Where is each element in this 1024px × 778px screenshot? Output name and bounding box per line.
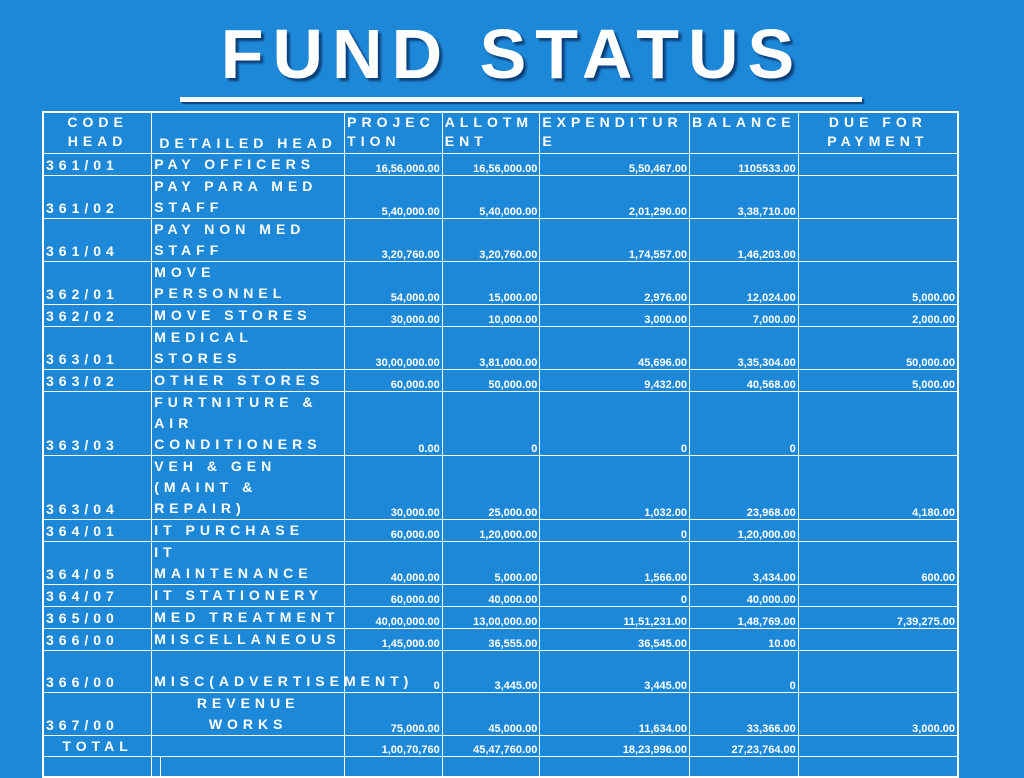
balance-cell: 0 <box>690 392 799 456</box>
code-head-cell: 362/02 <box>43 305 152 327</box>
table-row <box>43 607 958 629</box>
detailed-head-cell: IT MAINTENANCE <box>152 542 345 585</box>
total-due <box>798 736 958 757</box>
code-head-cell: 361/02 <box>43 176 152 219</box>
projection-cell: 60,000.00 <box>345 585 443 607</box>
detailed-head-cell: VEH & GEN (MAINT & REPAIR) <box>152 456 345 520</box>
due-for-payment-cell: 2,000.00 <box>798 305 958 327</box>
allotment-cell: 3,445.00 <box>442 651 540 693</box>
header-balance: BALANCE <box>690 112 799 154</box>
detailed-head-cell: MOVE STORES <box>152 305 345 327</box>
balance-cell: 1,46,203.00 <box>690 219 799 262</box>
total-row <box>43 736 958 757</box>
allotment-cell: 15,000.00 <box>442 262 540 305</box>
detailed-head-cell: MEDICAL STORES <box>152 327 345 370</box>
balance-cell: 12,024.00 <box>690 262 799 305</box>
blank-cell <box>43 757 152 777</box>
allotment-cell: 1,20,000.00 <box>442 520 540 542</box>
expenditure-cell: 1,566.00 <box>540 542 690 585</box>
header-code-head: CODE HEAD <box>43 112 152 154</box>
code-head-cell: 366/00 <box>43 629 152 651</box>
projection-cell: 40,00,000.00 <box>345 607 443 629</box>
code-head-cell: 364/07 <box>43 585 152 607</box>
table-row <box>43 370 958 392</box>
total-head-empty <box>152 736 345 757</box>
detailed-head-cell: FURTNITURE & AIR CONDITIONERS <box>152 392 345 456</box>
detailed-head-cell: MISC(ADVERTISEMENT) <box>152 651 345 693</box>
code-head-cell: 363/04 <box>43 456 152 520</box>
expenditure-cell: 1,032.00 <box>540 456 690 520</box>
table-row <box>43 262 958 305</box>
fund-status-table <box>42 111 959 778</box>
expenditure-cell: 5,50,467.00 <box>540 154 690 176</box>
expenditure-cell: 0 <box>540 585 690 607</box>
balance-cell: 3,38,710.00 <box>690 176 799 219</box>
table-row <box>43 219 958 262</box>
balance-cell: 3,434.00 <box>690 542 799 585</box>
code-head-cell: 366/00 <box>43 651 152 693</box>
table-row <box>43 520 958 542</box>
blank-row <box>43 757 958 777</box>
due-for-payment-cell <box>798 176 958 219</box>
table-row <box>43 629 958 651</box>
blank-cell <box>690 757 799 777</box>
due-for-payment-cell: 5,000.00 <box>798 262 958 305</box>
total-allotment: 45,47,760.00 <box>442 736 540 757</box>
expenditure-cell: 0 <box>540 520 690 542</box>
due-for-payment-cell: 3,000.00 <box>798 693 958 736</box>
due-for-payment-cell: 4,180.00 <box>798 456 958 520</box>
total-projection: 1,00,70,760 <box>345 736 443 757</box>
table-row <box>43 585 958 607</box>
allotment-cell: 40,000.00 <box>442 585 540 607</box>
total-expenditure: 18,23,996.00 <box>540 736 690 757</box>
detailed-head-cell: PAY OFFICERS <box>152 154 345 176</box>
due-for-payment-cell: 600.00 <box>798 542 958 585</box>
allotment-cell: 5,40,000.00 <box>442 176 540 219</box>
header-expenditure: EXPENDITURE <box>540 112 690 154</box>
code-head-cell: 367/00 <box>43 693 152 736</box>
blank-cell <box>161 757 345 777</box>
due-for-payment-cell: 50,000.00 <box>798 327 958 370</box>
allotment-cell: 25,000.00 <box>442 456 540 520</box>
blank-cell <box>345 757 443 777</box>
allotment-cell: 5,000.00 <box>442 542 540 585</box>
expenditure-cell: 11,634.00 <box>540 693 690 736</box>
balance-cell: 10.00 <box>690 629 799 651</box>
header-allotment: ALLOTMENT <box>442 112 540 154</box>
allotment-cell: 3,20,760.00 <box>442 219 540 262</box>
balance-cell: 1,20,000.00 <box>690 520 799 542</box>
allotment-cell: 10,000.00 <box>442 305 540 327</box>
balance-cell: 40,000.00 <box>690 585 799 607</box>
projection-cell: 75,000.00 <box>345 693 443 736</box>
allotment-cell: 36,555.00 <box>442 629 540 651</box>
table-row <box>43 651 958 693</box>
projection-cell: 54,000.00 <box>345 262 443 305</box>
due-for-payment-cell <box>798 392 958 456</box>
balance-cell: 7,000.00 <box>690 305 799 327</box>
expenditure-cell: 3,445.00 <box>540 651 690 693</box>
blank-cell <box>442 757 540 777</box>
projection-cell: 5,40,000.00 <box>345 176 443 219</box>
detailed-head-cell: IT PURCHASE <box>152 520 345 542</box>
due-for-payment-cell <box>798 154 958 176</box>
projection-cell: 16,56,000.00 <box>345 154 443 176</box>
projection-cell: 40,000.00 <box>345 542 443 585</box>
expenditure-cell: 0 <box>540 392 690 456</box>
table-row <box>43 176 958 219</box>
allotment-cell: 16,56,000.00 <box>442 154 540 176</box>
due-for-payment-cell: 7,39,275.00 <box>798 607 958 629</box>
table-row <box>43 327 958 370</box>
table-row <box>43 456 958 520</box>
expenditure-cell: 2,01,290.00 <box>540 176 690 219</box>
detailed-head-cell: REVENUE WORKS <box>152 693 345 736</box>
balance-cell: 23,968.00 <box>690 456 799 520</box>
due-for-payment-cell: 5,000.00 <box>798 370 958 392</box>
due-for-payment-cell <box>798 629 958 651</box>
projection-cell: 0.00 <box>345 392 443 456</box>
projection-cell: 30,000.00 <box>345 305 443 327</box>
expenditure-cell: 1,74,557.00 <box>540 219 690 262</box>
code-head-cell: 363/03 <box>43 392 152 456</box>
expenditure-cell: 2,976.00 <box>540 262 690 305</box>
due-for-payment-cell <box>798 219 958 262</box>
projection-cell: 60,000.00 <box>345 520 443 542</box>
expenditure-cell: 36,545.00 <box>540 629 690 651</box>
blank-cell <box>798 757 958 777</box>
balance-cell: 1,48,769.00 <box>690 607 799 629</box>
blank-cell <box>540 757 690 777</box>
detailed-head-cell: MED TREATMENT <box>152 607 345 629</box>
balance-cell: 1105533.00 <box>690 154 799 176</box>
detailed-head-cell: PAY NON MED STAFF <box>152 219 345 262</box>
allotment-cell: 45,000.00 <box>442 693 540 736</box>
header-detailed-head: DETAILED HEAD <box>152 112 345 154</box>
header-projection: PROJECTION <box>345 112 443 154</box>
projection-cell: 30,000.00 <box>345 456 443 520</box>
projection-cell: 0 <box>345 651 443 693</box>
detailed-head-cell: PAY PARA MED STAFF <box>152 176 345 219</box>
table-row <box>43 693 958 736</box>
balance-cell: 3,35,304.00 <box>690 327 799 370</box>
header-due-for-payment: DUE FOR PAYMENT <box>798 112 958 154</box>
allotment-cell: 3,81,000.00 <box>442 327 540 370</box>
table-row <box>43 392 958 456</box>
code-head-cell: 365/00 <box>43 607 152 629</box>
detailed-head-cell: MOVE PERSONNEL <box>152 262 345 305</box>
code-head-cell: 363/02 <box>43 370 152 392</box>
projection-cell: 60,000.00 <box>345 370 443 392</box>
expenditure-cell: 3,000.00 <box>540 305 690 327</box>
total-label: TOTAL <box>43 736 152 757</box>
projection-cell: 30,00,000.00 <box>345 327 443 370</box>
fund-table-body <box>43 154 958 777</box>
total-balance: 27,23,764.00 <box>690 736 799 757</box>
code-head-cell: 364/05 <box>43 542 152 585</box>
table-row <box>43 154 958 176</box>
table-row <box>43 305 958 327</box>
code-head-cell: 364/01 <box>43 520 152 542</box>
code-head-cell: 361/04 <box>43 219 152 262</box>
projection-cell: 1,45,000.00 <box>345 629 443 651</box>
allotment-cell: 0 <box>442 392 540 456</box>
table-row <box>43 542 958 585</box>
code-head-cell: 361/01 <box>43 154 152 176</box>
code-head-cell: 362/01 <box>43 262 152 305</box>
balance-cell: 0 <box>690 651 799 693</box>
blank-cell <box>152 757 161 777</box>
detailed-head-cell: IT STATIONERY <box>152 585 345 607</box>
due-for-payment-cell <box>798 651 958 693</box>
projection-cell: 3,20,760.00 <box>345 219 443 262</box>
due-for-payment-cell <box>798 585 958 607</box>
balance-cell: 40,568.00 <box>690 370 799 392</box>
code-head-cell: 363/01 <box>43 327 152 370</box>
detailed-head-cell: MISCELLANEOUS <box>152 629 345 651</box>
expenditure-cell: 45,696.00 <box>540 327 690 370</box>
balance-cell: 33,366.00 <box>690 693 799 736</box>
page-title: FUND STATUS <box>220 15 804 93</box>
allotment-cell: 13,00,000.00 <box>442 607 540 629</box>
detailed-head-cell: OTHER STORES <box>152 370 345 392</box>
expenditure-cell: 9,432.00 <box>540 370 690 392</box>
expenditure-cell: 11,51,231.00 <box>540 607 690 629</box>
allotment-cell: 50,000.00 <box>442 370 540 392</box>
title-underline <box>180 97 862 102</box>
due-for-payment-cell <box>798 520 958 542</box>
